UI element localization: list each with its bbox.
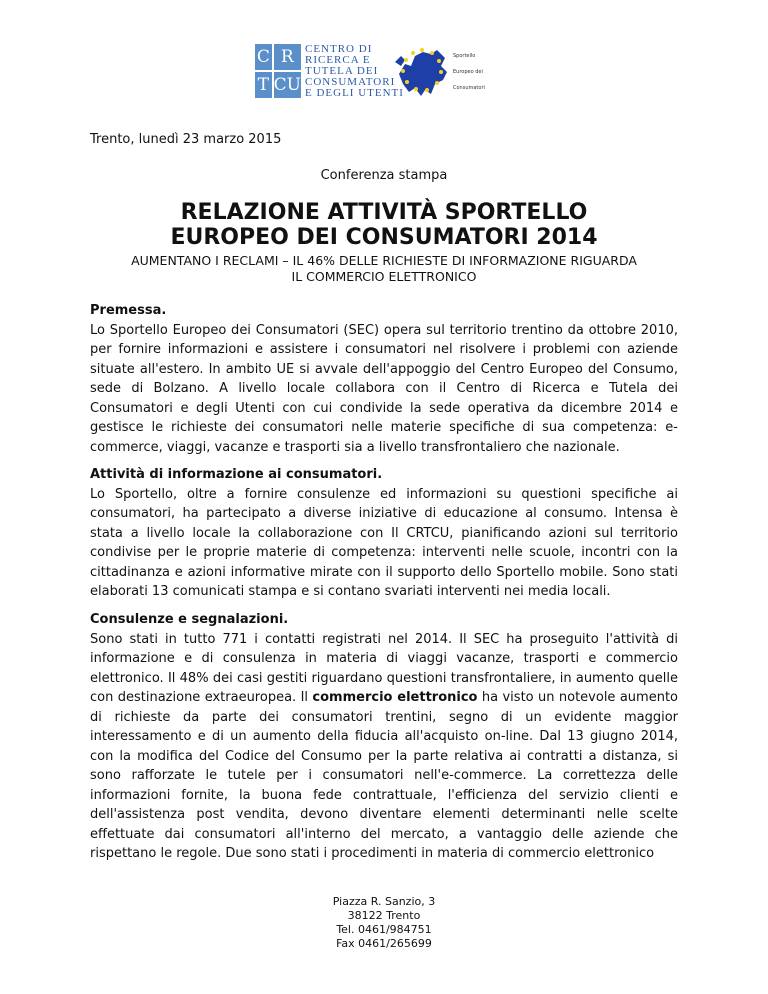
footer-street: Piazza R. Sanzio, 3 [332, 895, 436, 908]
logo-word: Europeo dei [453, 69, 483, 75]
title-line: RELAZIONE ATTIVITÀ SPORTELLO [180, 200, 588, 225]
crtcu-logo [255, 43, 404, 100]
logo-word: RICERCA E [305, 54, 371, 66]
section-body [90, 630, 678, 864]
logo-word: E DEGLI UTENTI [305, 87, 404, 99]
logo-letter: C [273, 75, 287, 95]
body-text: ha visto un notevole aumento di richieste da parte dei consumatori trentini, segno di un evidente maggior interessamento e di un aumento della fiducia all'acquisto on-line. Dal 13 giugno 2014, con la modifica del Codice del Consumo per la parte relativa ai contratti a distanza, si sono rafforzate le tutele per i consumatori nell'e-commerce. La correttezza delle informazioni fornite, la buona fede contrattuale, l'efficienza del servizio clienti e dell'assistenza post vendita, devono diventare elementi determinanti nelle scelte effettuate dai consumatori all'interno del mercato, a vantaggio delle aziende che rispettano le regole. Due sono stati i procedimenti in materia di commercio elettronico [90, 690, 678, 861]
section-consulenze [90, 610, 678, 864]
sec-logo-text [453, 48, 499, 96]
document-date: Trento, lunedì 23 marzo 2015 [90, 132, 282, 147]
footer-phone: Tel. 0461/984751 [336, 923, 432, 936]
body-emphasis: commercio elettronico [312, 690, 478, 705]
crtcu-logo-text [305, 43, 404, 99]
section-heading: Consulenze e segnalazioni. [90, 612, 289, 627]
section-body: Lo Sportello Europeo dei Consumatori (SEC) opera sul territorio trentino da ottobre 2010, per fornire informazioni e assistere i consumatori nel risolvere i problemi con aziende situate all'estero. In ambito UE si avvale dell'appoggio del Centro Europeo del Consumo, sede di Bolzano. A livello locale collabora con il Centro di Ricerca e Tutela dei Consumatori e degli Utenti con cui condivide la sede operativa da dicembre 2014 e gestisce le richieste dei consumatori nelle materie specifiche di sua competenza: e-commerce, viaggi, vacanze e trasporti sia a livello transfrontaliero che nazionale. [90, 322, 678, 455]
logo-word: CONSUMATORI [305, 76, 396, 88]
logo-letter: T [257, 75, 269, 95]
logo-word: TUTELA DEI [305, 65, 379, 77]
logo-letter [274, 72, 301, 98]
subtitle-line: AUMENTANO I RECLAMI – IL 46% DELLE RICHIESTE DI INFORMAZIONE RIGUARDA [131, 253, 637, 268]
section-heading: Premessa. [90, 303, 167, 318]
body-text: Sono stati in tutto 771 i contatti registrati nel 2014. Il SEC ha proseguito l'attività di informazione e di consulenza in materia di viaggi vacanze, trasporti e commercio elettronico. Il 48% dei casi gestiti riguardano questioni transfrontaliere, in aumento quelle con destinazione extraeuropea. Il [90, 631, 678, 705]
section-body: Lo Sportello, oltre a fornire consulenze ed informazioni su questioni specifiche ai consumatori, ha partecipato a diverse iniziative di educazione al consumo. Intensa è stata a livello locale la collaborazione con Il CRTCU, pianificando azioni sul territorio condivise per le proprie materie di competenza: interventi nelle scuole, incontri con la cittadinanza e azioni informative mirate con il supporto dello Sportello mobile. Sono stati elaborati 13 comunicati stampa e si contano svariati interventi nei media locali. [90, 486, 678, 599]
logo-word: Consumatori [453, 85, 485, 91]
logo-word: Sportello [453, 53, 476, 59]
section-attivita [90, 465, 678, 602]
logo-letter: U [286, 75, 301, 95]
section-premessa [90, 301, 678, 457]
logo-letter [255, 72, 272, 98]
footer-address [0, 895, 768, 951]
crtcu-logo-mark [255, 44, 301, 98]
document-title [0, 200, 768, 250]
logo-letter: C [255, 44, 272, 70]
conference-label: Conferenza stampa [320, 168, 448, 183]
logo-letter: R [274, 44, 301, 70]
section-heading: Attività di informazione ai consumatori. [90, 467, 383, 482]
subtitle-line: IL COMMERCIO ELETTRONICO [291, 269, 477, 284]
europe-map-icon [391, 44, 453, 100]
footer-city: 38122 Trento [347, 909, 421, 922]
sec-logo [391, 44, 501, 100]
footer-fax: Fax 0461/265699 [336, 937, 432, 950]
document-subtitle [0, 253, 768, 285]
title-line: EUROPEO DEI CONSUMATORI 2014 [170, 225, 598, 250]
logo-word: CENTRO DI [305, 43, 373, 55]
